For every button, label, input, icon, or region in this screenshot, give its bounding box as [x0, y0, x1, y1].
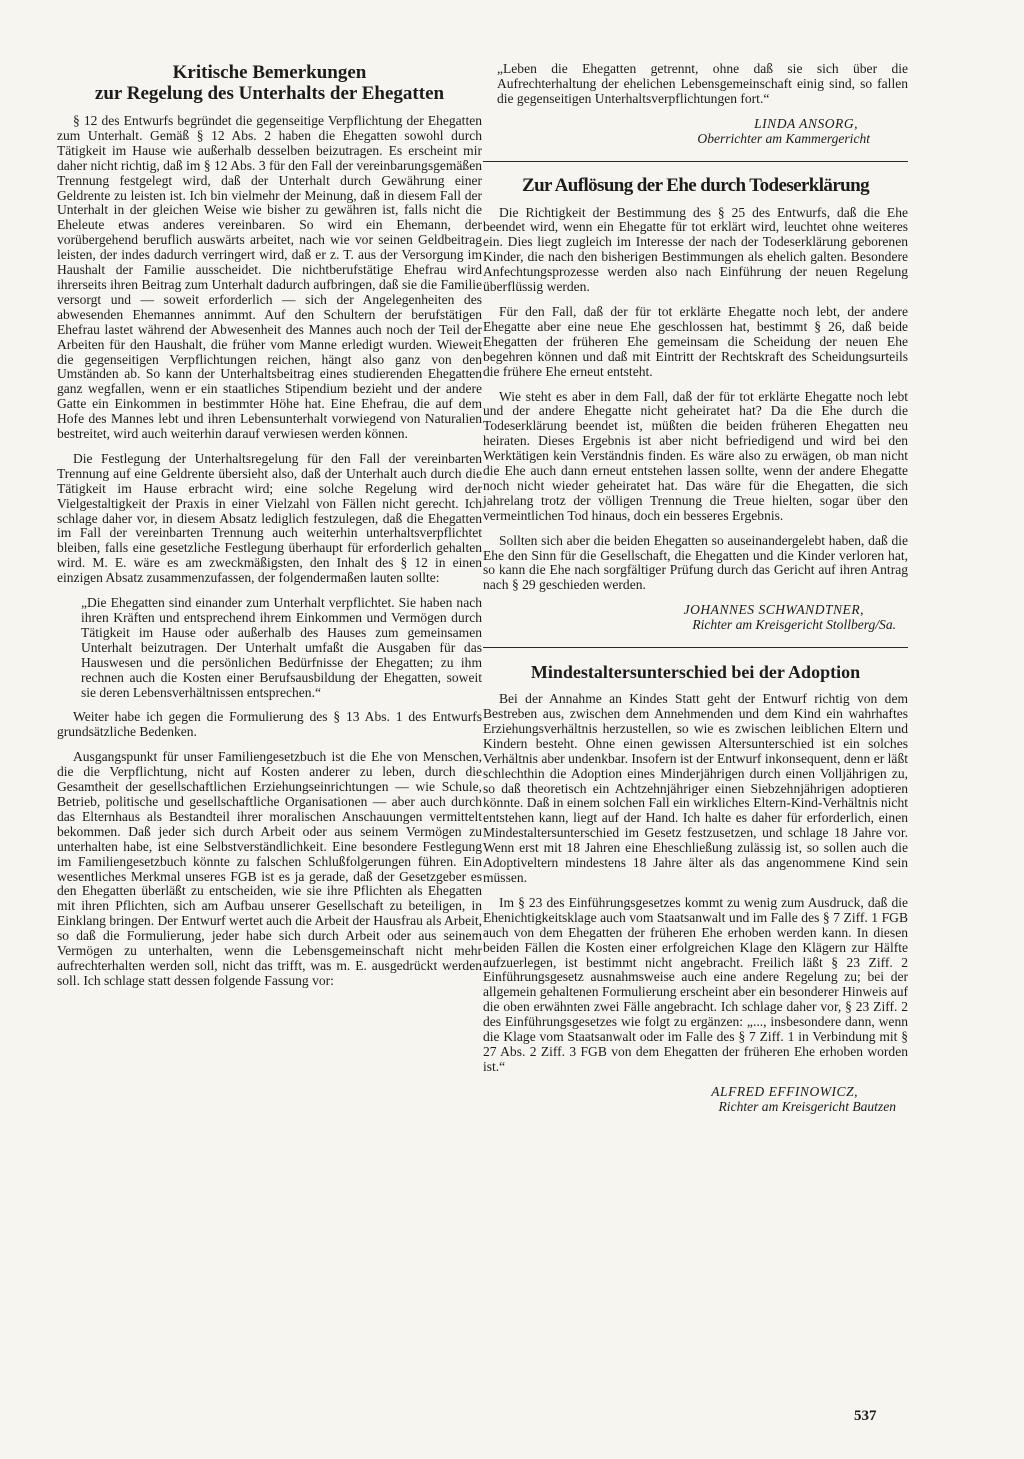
signature-role-1: Oberrichter am Kammergericht — [697, 130, 870, 146]
quoted-proposal-continued: „Leben die Ehegatten getrennt, ohne daß sie sich über die Aufrechterhaltung der ehelichen Lebensgemeinschaft einig sind, so fallen die gegenseitigen Unterhaltsverpflichtungen fort.“ — [497, 61, 908, 106]
article-heading-unterhalt — [57, 62, 482, 104]
section-divider-2 — [483, 647, 908, 648]
section-divider-1 — [483, 161, 908, 162]
paragraph-4: Ausgangspunkt für unser Familiengesetzbuch ist die Ehe von Menschen, die die Verpflichtung, nicht auf Kosten anderer zu leben, durch die Gesamtheit der gesellschaftlichen Erziehungseinrichtungen — wie Schule, Betrieb, politische und gesellschaftliche Organisationen — aber auch durch das Elternhaus als Bestandteil ihrer moralischen Anschauungen vermittelt bekommen. Daß jeder sich durch Arbeit oder aus seinem Vermögen zu unterhalten habe, ist eine Selbstverständlichkeit. Eine besondere Festlegung im Familiengesetzbuch könnte zu falschen Schlußfolgerungen führen. Ein wesentliches Merkmal unseres FGB ist es ja gerade, daß der Gesetzgeber es den Ehegatten überläßt zu entscheiden, wie sie ihre Pflichten als Ehegatten mit ihren Pflichten, sich am Aufbau unserer Gesellschaft zu beteiligen, in Einklang bringen. Der Entwurf wertet auch die Arbeit der Hausfrau als Arbeit, so daß die Formulierung, jeder habe sich durch Arbeit oder aus seinem Vermögen zu unterhalten, wenn die Lebensgemeinschaft nicht mehr aufrechterhalten werden soll, nicht das trifft, was m. E. ausgedrückt werden soll. Ich schlage statt dessen folgende Fassung vor: — [57, 749, 482, 988]
paragraph-1: § 12 des Entwurfs begründet die gegenseitige Verpflichtung der Ehegatten zum Unterhalt. Gemäß § 12 Abs. 2 haben die Ehegatten sowohl durch Tätigkeit im Hause wie außerhalb desselben beizutragen. Es erscheint mir daher nicht richtig, daß im § 12 Abs. 3 für den Fall der vereinbarungsgemäßen Trennung festgelegt wird, daß der Unterhalt durch Gewährung einer Geldrente zu leisten ist. Ich bin vielmehr der Meinung, daß in diesem Fall der Unterhalt in der gleichen Weise wie bisher zu gewähren ist, falls nicht die Eheleute etwas anderes vereinbaren. So wird ein Ehemann, der vorübergehend beruflich auswärts arbeitet, nach wie vor seinen Geldbeitrag leisten, der indes dadurch verringert wird, daß er z. T. aus der Versorgung im Haushalt der Familie ausscheidet. Die nichtberufstätige Ehefrau wird ihrerseits ihren Beitrag zum Unterhalt dadurch aufbringen, daß sie die Familie versorgt und — soweit erforderlich — sich der Angelegenheiten des abwesenden Ehemannes annimmt. Auf den Schultern der berufstätigen Ehefrau lastet während der Abwesenheit des Mannes auch noch der Teil der Arbeiten für den Haushalt, die früher vom Manne erledigt wurden. Wieweit die gegenseitigen Verpflichtungen reichen, hängt also ganz von den Umständen ab. So kann der Unterhaltsbeitrag eines studierenden Ehegatten ganz wegfallen, wenn er ein staatliches Stipendium bezieht und der andere Gatte ein Einkommen in bestimmter Höhe hat. Eine Ehefrau, die auf dem Hofe des Mannes lebt und ihren Lebensunterhalt vorwiegend von Naturalien bestreitet, wird auch weiterhin darauf verwiesen werden können. — [57, 113, 482, 442]
section2-paragraph-2: Für den Fall, daß der für tot erklärte Ehegatte noch lebt, der andere Ehegatte aber eine neue Ehe geschlossen hat, bestimmt § 26, daß beide Ehegatten der früheren Ehe gemeinsam die Scheidung der neuen Ehe begehren können und daß mit Eintritt der Rechtskraft des Scheidungsurteils die frühere Ehe erneut entsteht. — [483, 303, 908, 379]
signature-name-3: ALFRED EFFINOWICZ, — [711, 1083, 858, 1099]
quoted-proposal: „Die Ehegatten sind einander zum Unterhalt verpflichtet. Sie haben nach ihren Kräften und entsprechend ihrem Einkommen und Vermögen durch Tätigkeit im Hause oder außerhalb des Hauses zum gemeinsamen Unterhalt beizutragen. Der Unterhalt umfaßt die Ausgaben für das Hauswesen und die persönlichen Bedürfnisse der Ehegatten; zu ihm rechnen auch die Kosten einer Berufsausbildung der Ehegatten, soweit sie deren Lebensverhältnissen entsprechen.“ — [81, 595, 482, 700]
paragraph-2: Die Festlegung der Unterhaltsregelung für den Fall der vereinbarten Trennung auf eine Geldrente übersieht also, daß der Unterhalt auch durch die Tätigkeit im Hause erbracht wird; eine solche Regelung wird der Vielgestaltigkeit der Praxis in einer Vielzahl von Fällen nicht gerecht. Ich schlage daher vor, in diesem Absatz lediglich festzulegen, daß die Ehegatten im Fall der vereinbarten Trennung auch weiterhin unterhaltsverpflichtet bleiben, falls eine gesetzliche Festlegung überhaupt für erforderlich gehalten wird. M. E. wäre es am zweckmäßigsten, den Inhalt des § 12 in einen einzigen Absatz zusammenzufassen, der folgendermaßen lauten sollte: — [57, 450, 482, 586]
page-number: 537 — [854, 1408, 877, 1424]
heading-line-2: zur Regelung des Unterhalts der Ehegatten — [94, 83, 445, 104]
section2-paragraph-1: Die Richtigkeit der Bestimmung des § 25 des Entwurfs, daß die Ehe beendet wird, wenn ein Ehegatte für tot erklärt wird, leuchtet ohne weiteres ein. Dies liegt zugleich im Interesse der nach der Todeserklärung geborenen Kinder, die nach den bisherigen Bestimmungen als ehelich galten. Besondere Anfechtungsprozesse werden also nach Einführung der neuen Regelung überflüssig werden. — [483, 204, 908, 295]
signature-name-2: JOHANNES SCHWANDTNER, — [683, 602, 864, 618]
section2-paragraph-3: Wie steht es aber in dem Fall, daß der für tot erklärte Ehegatte noch lebt und der andere Ehegatte nicht geheiratet hat? Da die Ehe durch die Todeserklärung beendet ist, müßten die beiden früheren Ehegatten neu heiraten. Dieses Ergebnis ist aber nicht befriedigend und wird bei den Werktätigen kein Verständnis finden. Es wäre also zu erwägen, ob man nicht die Ehe auch dann erneut entstehen lassen sollte, wenn der andere Ehegatte noch nicht wieder geheiratet hat. Das wäre für die Ehegatten, die sich jahrelang trotz der völligen Trennung die Treue hielten, sogar über den vermeintlichen Tod hinaus, doch ein besseres Ergebnis. — [483, 388, 908, 523]
article-heading-todeserklaerung: Zur Auflösung der Ehe durch Todeserklärung — [522, 174, 869, 196]
heading-line-1: Kritische Bemerkungen — [172, 62, 367, 83]
signature-name-1: LINDA ANSORG, — [754, 115, 858, 131]
article-heading-adoption: Mindestaltersunterschied bei der Adoption — [530, 662, 861, 683]
section3-paragraph-1: Bei der Annahme an Kindes Statt geht der Entwurf richtig von dem Bestreben aus, zwischen dem Annehmenden und dem Kind ein wahrhaftes Erziehungsverhältnis herzustellen, so wie es zwischen leiblichen Eltern und Kindern besteht. Ohne einen gewissen Altersunterschied ist ein solches Verhältnis aber undenkbar. Insofern ist der Entwurf inkonsequent, denn er läßt schlechthin die Adoption eines Minderjährigen durch einen Volljährigen zu, so daß theoretisch ein Achtzehnjähriger einen Siebzehnjährigen adoptieren könnte. Daß in einem solchen Fall ein wirkliches Eltern-Kind-Verhältnis nicht entstehen kann, liegt auf der Hand. Ich halte es daher für erforderlich, einen Mindestaltersunterschied im Gesetz festzusetzen, und schlage 18 Jahre vor. Wenn erst mit 18 Jahren eine Eheschließung zulässig ist, so sollen auch die Adoptiveltern mindestens 18 Jahre älter als das angenommene Kind sein müssen. — [483, 691, 908, 885]
right-column — [483, 62, 908, 1115]
section3-paragraph-2: Im § 23 des Einführungsgesetzes kommt zu wenig zum Ausdruck, daß die Ehenichtigkeitsklage auch vom Staatsanwalt und im Falle des § 7 Ziff. 1 FGB auch von dem Ehegatten der früheren Ehe erhoben werden kann. In diesen beiden Fällen die Kosten einer erfolgreichen Klage den Klägern zur Hälfte aufzuerlegen, ist bestimmt nicht angebracht. Freilich läßt § 23 Ziff. 2 Einführungsgesetz ausnahmsweise auch eine andere Regelung zu; bei der allgemein gehaltenen Formulierung erscheint aber ein besonderer Hinweis auf die oben erwähnten zwei Fälle angebracht. Ich schlage daher vor, § 23 Ziff. 2 des Einführungsgesetzes wie folgt zu ergänzen: „..., insbesondere dann, wenn die Klage vom Staatsanwalt oder im Falle des § 7 Ziff. 1 in Verbindung mit § 27 Abs. 2 Ziff. 3 FGB von dem Ehegatten der früheren Ehe erhoben worden ist.“ — [483, 894, 908, 1074]
signature-role-3: Richter am Kreisgericht Bautzen — [718, 1098, 896, 1114]
left-column — [57, 62, 482, 999]
paragraph-3: Weiter habe ich gegen die Formulierung des § 13 Abs. 1 des Entwurfs grundsätzliche Bedenken. — [57, 709, 482, 740]
signature-role-2: Richter am Kreisgericht Stollberg/Sa. — [692, 617, 896, 633]
section2-paragraph-4: Sollten sich aber die beiden Ehegatten so auseinandergelebt haben, daß die Ehe den Sinn für die Gesellschaft, die Ehegatten und die Kinder verloren hat, so kann die Ehe nach sorgfältiger Prüfung durch das Gericht auf ihren Antrag nach § 29 geschieden werden. — [483, 532, 908, 593]
